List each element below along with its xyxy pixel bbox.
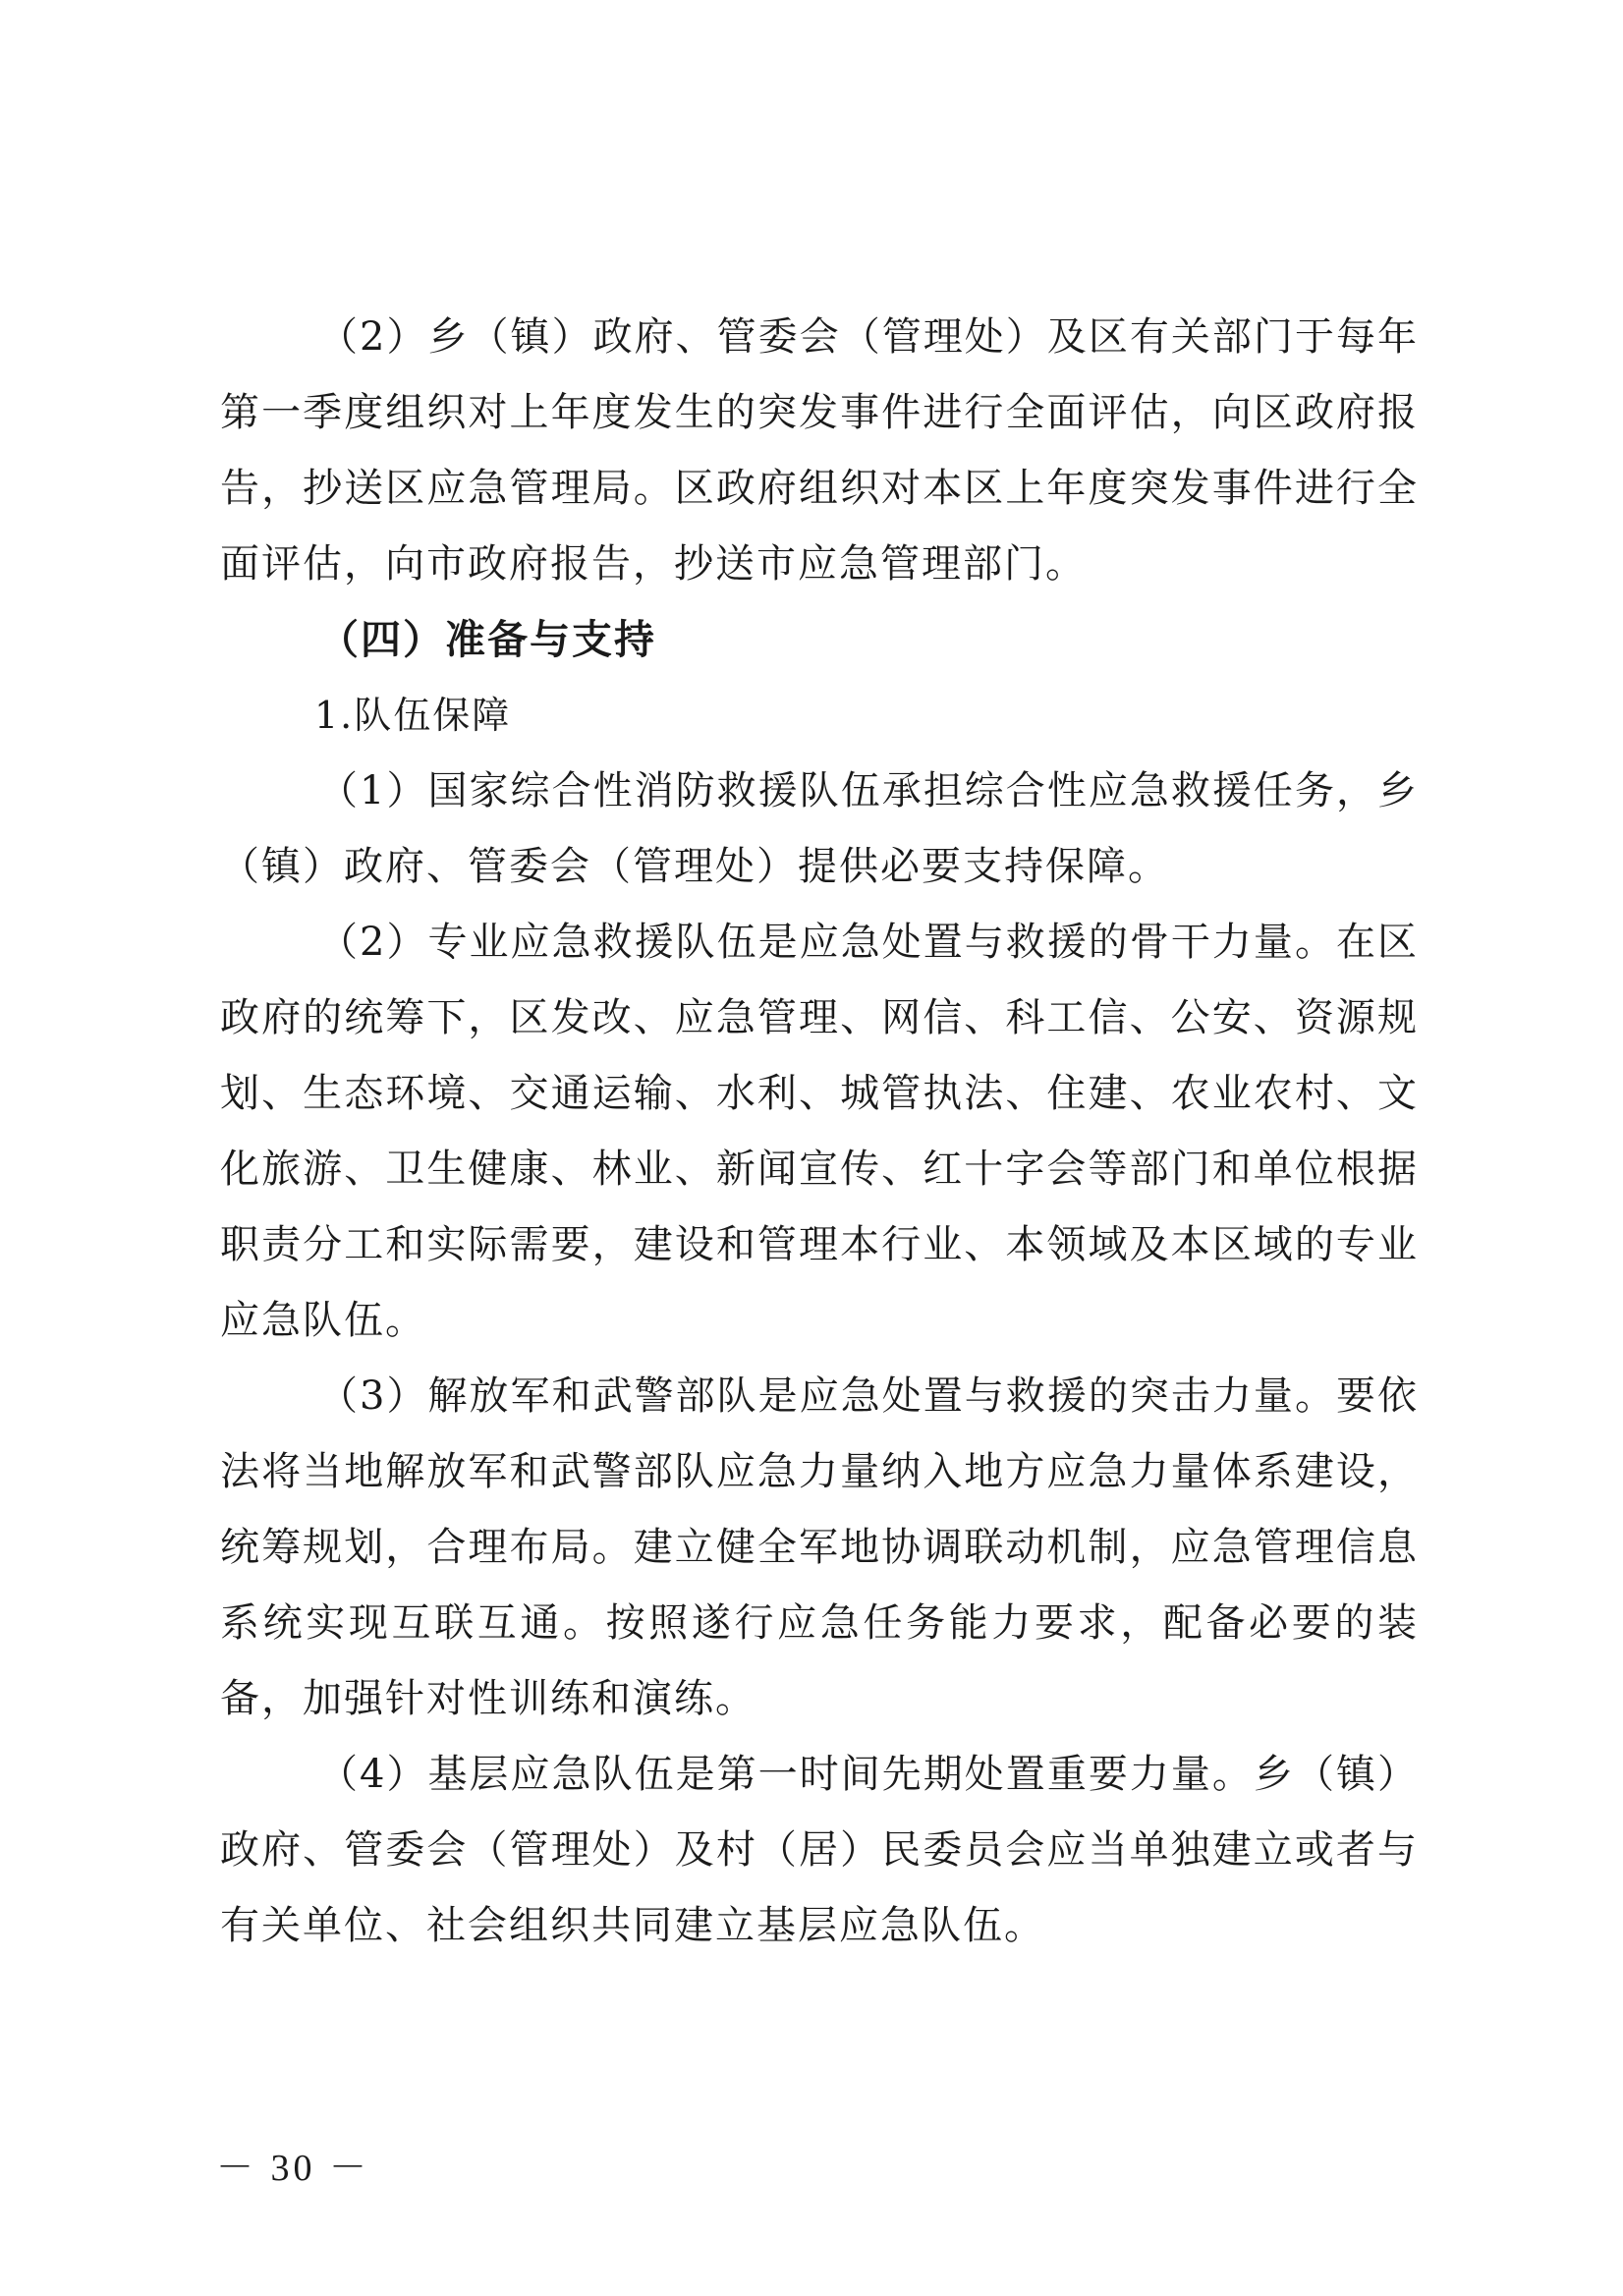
- paragraph-assessment: （2）乡（镇）政府、管委会（管理处）及区有关部门于每年第一季度组织对上年度发生的突发事件进行全面评估，向区政府报告，抄送区应急管理局。区政府组织对本区上年度突发事件进行全面评估，向市政府报告，抄送市应急管理部门。: [220, 314, 1419, 587]
- subsection-heading: 1.队伍保障: [314, 694, 512, 737]
- paragraph-item-1: （1）国家综合性消防救援队伍承担综合性应急救援任务，乡（镇）政府、管委会（管理处）提供必要支持保障。: [220, 768, 1419, 889]
- paragraph-item-4: （4）基层应急队伍是第一时间先期处置重要力量。乡（镇）政府、管委会（管理处）及村（居）民委员会应当单独建立或者与有关单位、社会组织共同建立基层应急队伍。: [220, 1752, 1419, 1948]
- paragraph-item-2: （2）专业应急救援队伍是应急处置与救援的骨干力量。在区政府的统筹下，区发改、应急管理、网信、科工信、公安、资源规划、生态环境、交通运输、水利、城管执法、住建、农业农村、文化旅游、卫生健康、林业、新闻宣传、红十字会等部门和单位根据职责分工和实际需要，建设和管理本行业、本领域及本区域的专业应急队伍。: [220, 920, 1419, 1343]
- document-body: [220, 300, 1419, 1964]
- paragraph-item-3: （3）解放军和武警部队是应急处置与救援的突击力量。要依法将当地解放军和武警部队应急力量纳入地方应急力量体系建设，统筹规划，合理布局。建立健全军地协调联动机制，应急管理信息系统实现互联互通。按照遂行应急任务能力要求，配备必要的装备，加强针对性训练和演练。: [220, 1373, 1419, 1721]
- page-number: － 30 －: [216, 2148, 371, 2189]
- section-heading: （四）准备与支持: [318, 616, 656, 663]
